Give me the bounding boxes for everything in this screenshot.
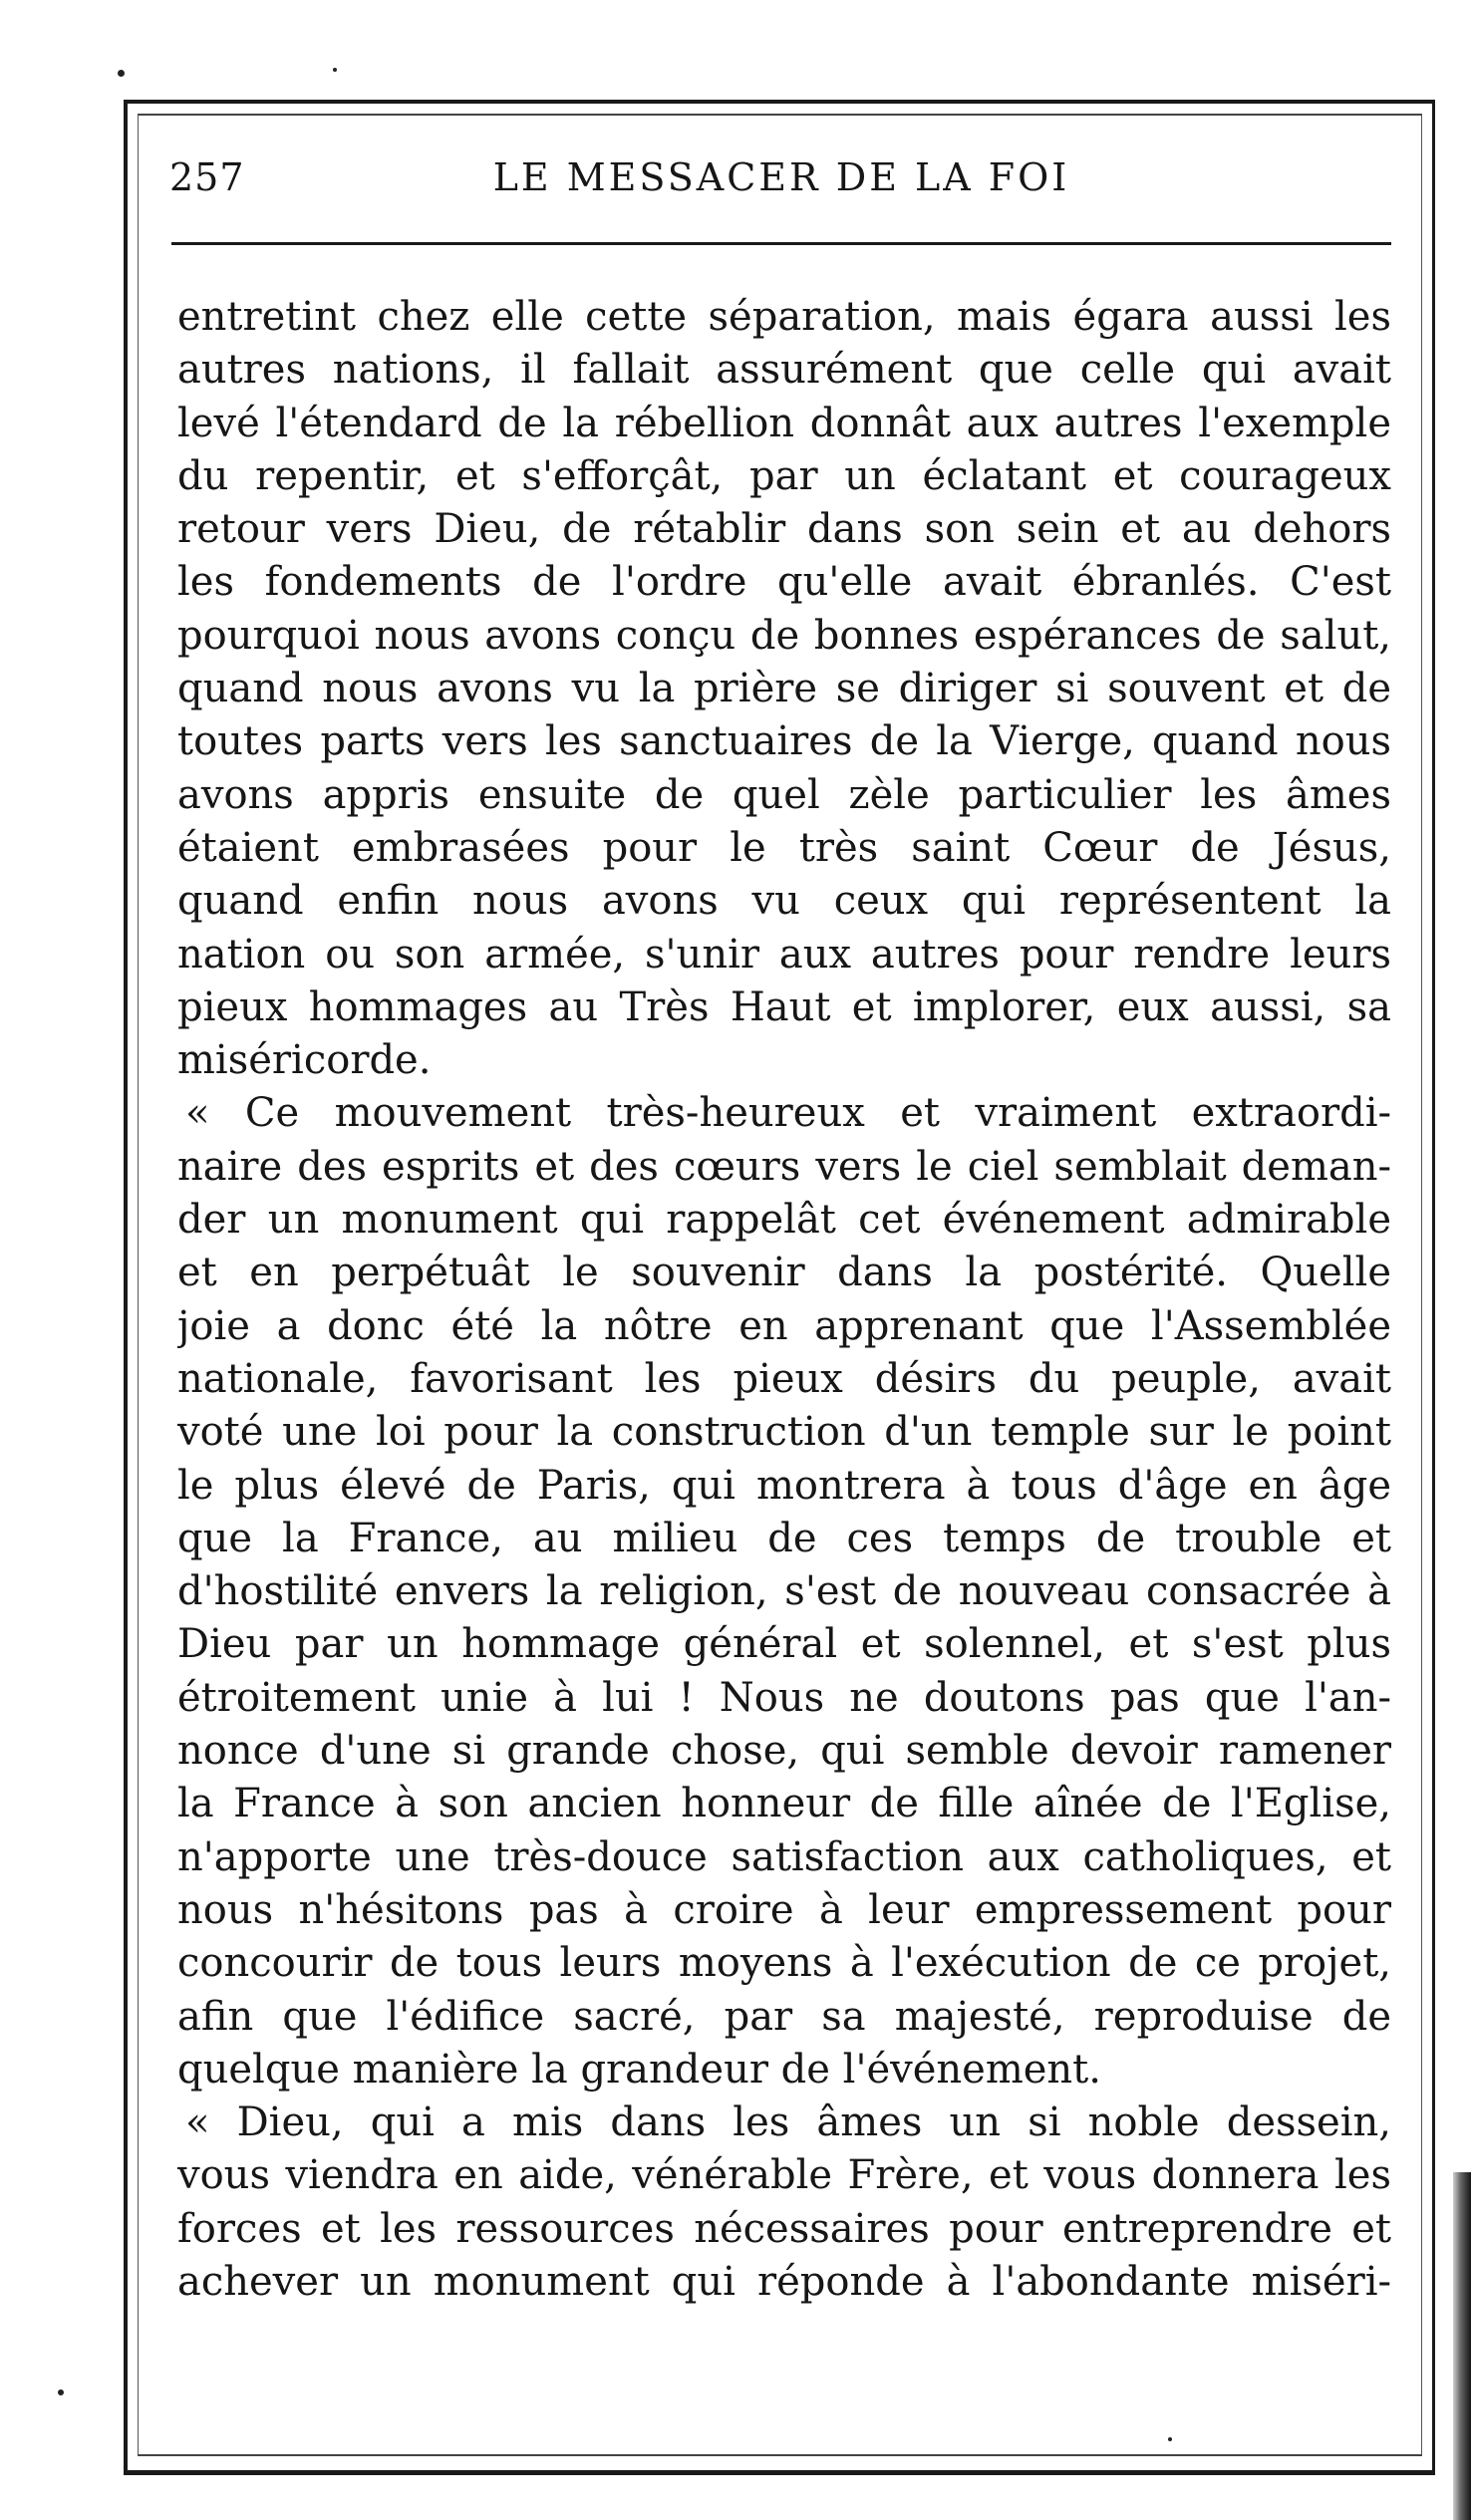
text-line: joie a donc été la nôtre en apprenant que l'Assemblée xyxy=(177,1302,1391,1349)
page-header xyxy=(167,147,1395,207)
scan-page-edge xyxy=(1453,2172,1471,2520)
text-line: le plus élevé de Paris, qui montrera à tous d'âge en âge xyxy=(177,1462,1391,1509)
text-line: nonce d'une si grande chose, qui semble devoir ramener xyxy=(177,1728,1391,1775)
running-title: LE MESSACER DE LA FOI xyxy=(492,155,1070,199)
text-line: afin que l'édifice sacré, par sa majesté, reproduise de xyxy=(177,1993,1391,2040)
ink-speck xyxy=(333,68,337,72)
text-line: voté une loi pour la construction d'un temple sur le point xyxy=(177,1409,1391,1456)
text-line: les fondements de l'ordre qu'elle avait ébranlés. C'est xyxy=(177,559,1391,606)
text-line: « Ce mouvement très-heureux et vraiment extraordi- xyxy=(185,1090,1391,1137)
body-text xyxy=(177,291,1391,2309)
text-line: pieux hommages au Très Haut et implorer, eux aussi, sa xyxy=(177,983,1391,1030)
text-line: étroitement unie à lui ! Nous ne doutons pas que l'an- xyxy=(177,1674,1391,1721)
text-line: n'apporte une très-douce satisfaction aux catholiques, et xyxy=(177,1833,1391,1880)
text-line: Dieu par un hommage général et solennel, et s'est plus xyxy=(177,1621,1391,1668)
text-line: achever un monument qui réponde à l'abondante miséri- xyxy=(177,2258,1391,2305)
text-line: autres nations, il fallait assurément que celle qui avait xyxy=(177,347,1391,394)
text-line: quand nous avons vu la prière se diriger si souvent et de xyxy=(177,666,1391,712)
text-line: der un monument qui rappelât cet événement admirable xyxy=(177,1197,1391,1244)
text-line: vous viendra en aide, vénérable Frère, et vous donnera les xyxy=(177,2152,1391,2199)
ink-speck xyxy=(58,2389,64,2395)
text-line: quelque manière la grandeur de l'événement. xyxy=(177,2046,1101,2093)
text-line: d'hostilité envers la religion, s'est de nouveau consacrée à xyxy=(177,1568,1391,1615)
text-line: nous n'hésitons pas à croire à leur empressement pour xyxy=(177,1886,1391,1933)
text-line: la France à son ancien honneur de fille aînée de l'Eglise, xyxy=(177,1781,1391,1827)
text-line: toutes parts vers les sanctuaires de la Vierge, quand nous xyxy=(177,718,1391,765)
text-line: naire des esprits et des cœurs vers le ciel semblait deman- xyxy=(177,1143,1391,1190)
text-line: entretint chez elle cette séparation, mais égara aussi les xyxy=(177,294,1391,340)
text-line: avons appris ensuite de quel zèle particulier les âmes xyxy=(177,771,1391,818)
text-line: « Dieu, qui a mis dans les âmes un si noble dessein, xyxy=(185,2100,1391,2146)
text-line: étaient embrasées pour le très saint Cœur de Jésus, xyxy=(177,824,1391,871)
text-line: du repentir, et s'efforçât, par un éclatant et courageux xyxy=(177,452,1391,499)
text-line: que la France, au milieu de ces temps de trouble et xyxy=(177,1515,1391,1561)
text-line: nation ou son armée, s'unir aux autres pour rendre leurs xyxy=(177,931,1391,978)
text-line: et en perpétuât le souvenir dans la postérité. Quelle xyxy=(177,1250,1391,1296)
text-line: pourquoi nous avons conçu de bonnes espérances de salut, xyxy=(177,612,1391,659)
text-line: quand enfin nous avons vu ceux qui représentent la xyxy=(177,878,1391,925)
text-line: forces et les ressources nécessaires pour entreprendre et xyxy=(177,2205,1391,2252)
text-line: concourir de tous leurs moyens à l'exécution de ce projet, xyxy=(177,1940,1391,1987)
page-number: 257 xyxy=(169,155,245,199)
header-rule xyxy=(171,242,1391,245)
ink-speck xyxy=(118,70,125,77)
text-line: retour vers Dieu, de rétablir dans son sein et au dehors xyxy=(177,506,1391,553)
text-line: levé l'étendard de la rébellion donnât aux autres l'exemple xyxy=(177,400,1391,446)
text-line: nationale, favorisant les pieux désirs du peuple, avait xyxy=(177,1355,1391,1402)
text-line: miséricorde. xyxy=(177,1037,432,1084)
